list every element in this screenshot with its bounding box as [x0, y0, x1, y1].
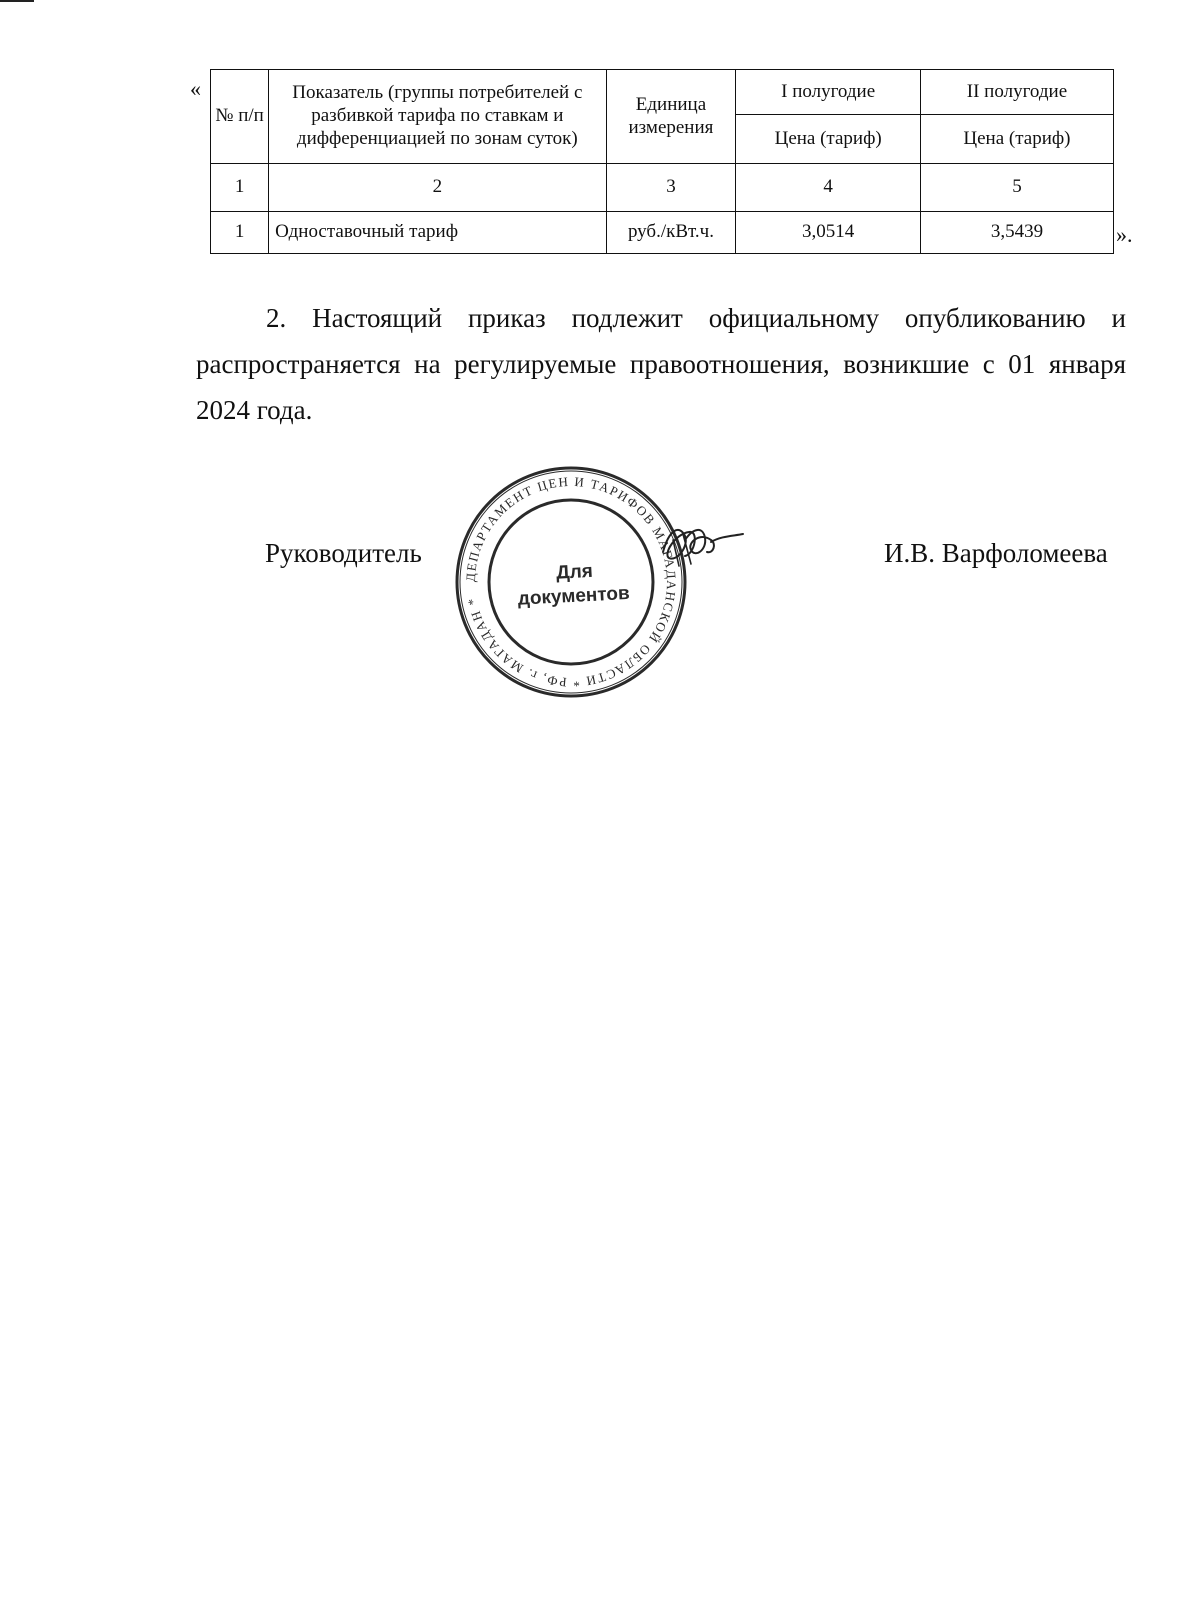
signatory-title: Руководитель: [265, 538, 422, 568]
header-half2: II полугодие: [920, 70, 1113, 115]
column-number: 5: [920, 164, 1113, 212]
column-number-row: [211, 164, 1114, 212]
signatory-name: И.В. Варфоломеева: [884, 538, 1108, 568]
row-unit: руб./кВт.ч.: [606, 212, 736, 254]
header-num: № п/п: [211, 70, 269, 164]
row-indicator: Одноставочный тариф: [269, 212, 606, 254]
column-number: 4: [736, 164, 921, 212]
stamp-seal-graphic: [453, 464, 689, 700]
official-stamp: [453, 464, 689, 700]
column-number: 1: [211, 164, 269, 212]
table-header-row-top: [211, 70, 1114, 115]
header-price2: Цена (тариф): [920, 115, 1113, 164]
closing-quote: ».: [1116, 222, 1133, 247]
column-number: 3: [606, 164, 736, 212]
header-half1: I полугодие: [736, 70, 921, 115]
header-price1: Цена (тариф): [736, 115, 921, 164]
handwritten-signature: [655, 510, 745, 580]
tariff-table: [210, 69, 1114, 254]
paragraph-2: 2. Настоящий приказ подлежит официальному опубликованию и распространяется на регулируемые правоотношения, возникшие с 01 января 2024 года.: [196, 303, 1126, 425]
row-half2-price: 3,5439: [920, 212, 1113, 254]
stamp-center-line1: Для: [555, 560, 594, 584]
row-num: 1: [211, 212, 269, 254]
column-number: 2: [269, 164, 606, 212]
stamp-ring-text: ДЕПАРТАМЕНТ ЦЕН И ТАРИФОВ МАГАДАНСКОЙ ОБЛАСТИ * РФ, г. МАГАДАН *: [462, 473, 680, 691]
row-half1-price: 3,0514: [736, 212, 921, 254]
scan-edge-mark: [0, 0, 34, 2]
header-unit: Единица измерения: [606, 70, 736, 164]
table-row: [211, 212, 1114, 254]
header-indicator: Показатель (группы потребителей с разбивкой тарифа по ставкам и дифференциацией по зонам суток): [269, 70, 606, 164]
opening-quote: «: [190, 76, 201, 101]
stamp-center-line2: документов: [517, 582, 631, 610]
